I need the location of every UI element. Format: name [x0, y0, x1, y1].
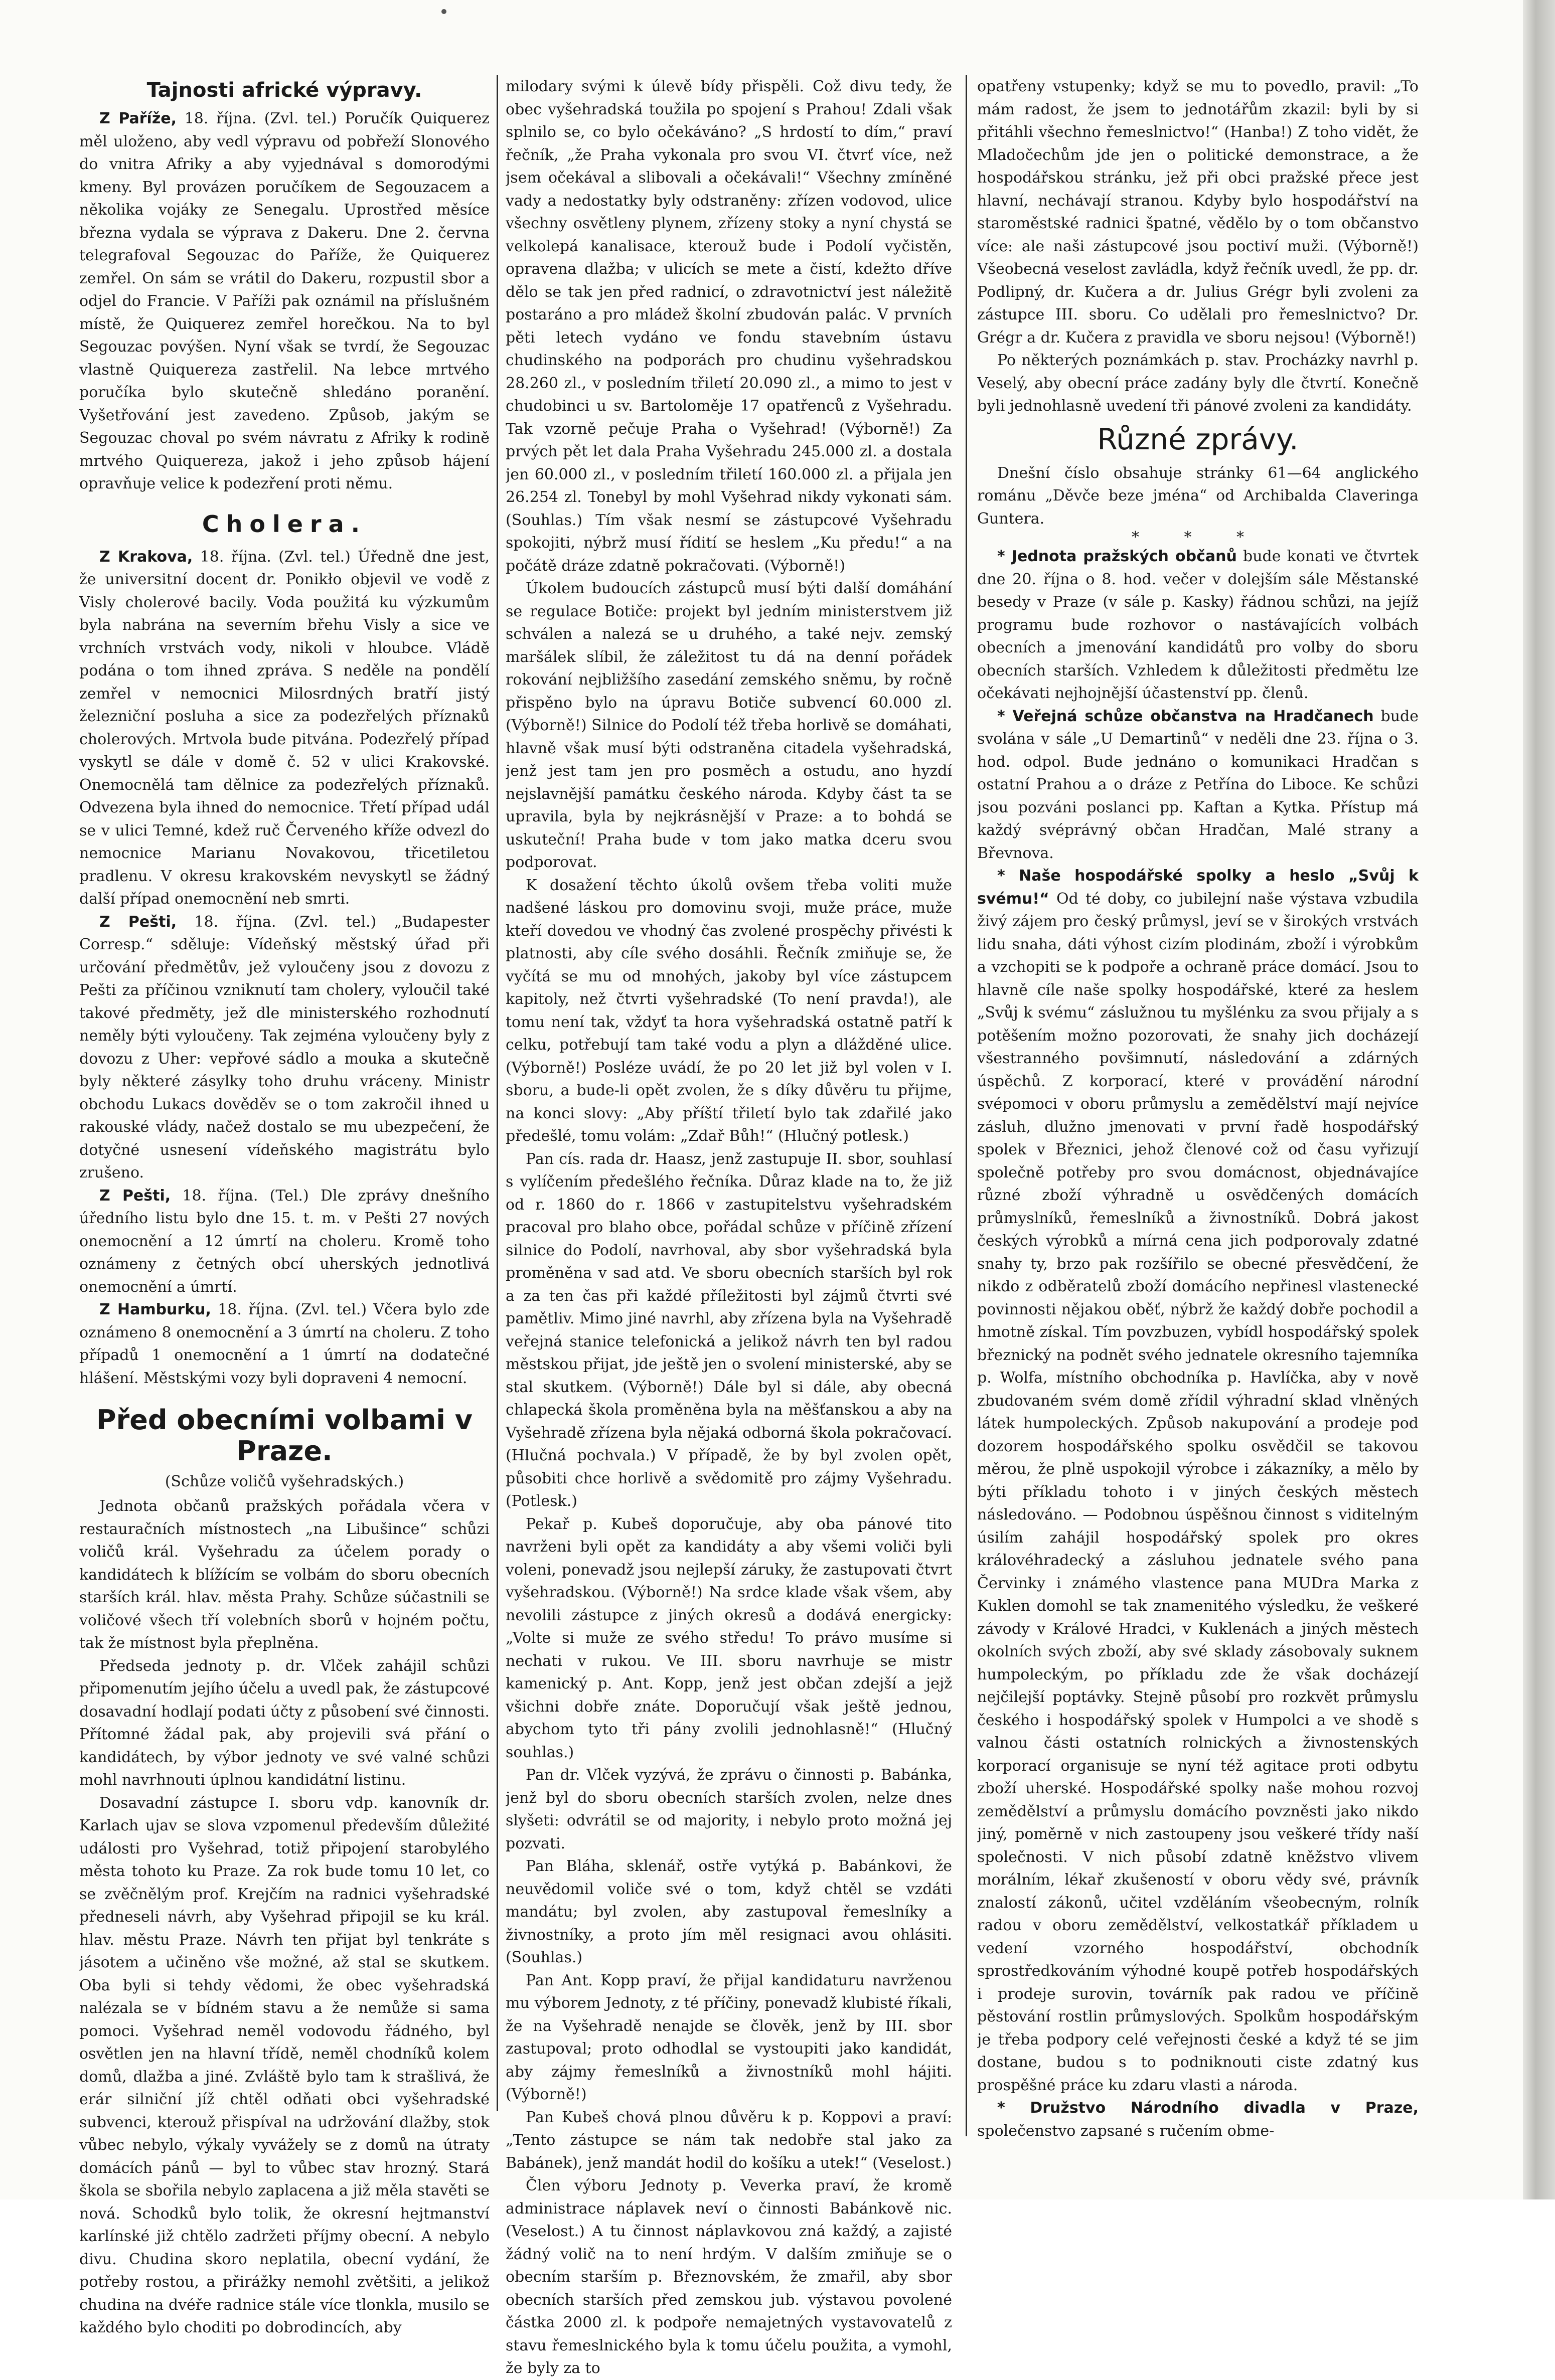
dateline: Z Pešti, — [99, 1186, 171, 1205]
news-item: * Družstvo Národního divadla v Praze, společenstvo zapsané s ručením obme- — [977, 2099, 1419, 2140]
news-item-lead: * Naše hospodářské spolky a heslo „Svůj k svému!“ — [977, 867, 1419, 908]
section-heading-news: Různé zprávy. — [1097, 422, 1299, 456]
news-item: * Veřejná schůze občanstva na Hradčanech bude svolána v sále „U Demartinů“ v neděli dne 23. října o 3. hod. odpol. Bude jednáno o komunikaci Hradčan s ostatní Prahou a o dráze z Petřína do Liboce. Ke schůzi jsou pozváni poslanci pp. Kaftan a Kytka. Přístup má každý svéprávný občan Hradčan, Malé strany a Břevnova. — [977, 707, 1419, 862]
article-paragraph: K dosažení těchto úkolů ovšem třeba voliti muže nadšené láskou pro domovinu svoji, muže práce, muže kteří dovedou ve vhodný čas zvolené prospěchy přivésti k platnosti, aby cíle svého dosáhli. Řečník zmiňuje se, že vyčítá se mu od mnohých, jakoby byl více zástupcem kapitoly, než čtvrti vyšehradské (To není pravda!), ale tomu není tak, vždyť ta hora vyšehradská ostatně patří k celku, potřebují tam také vodu a plyn a dlážděné ulice. (Výborně!) Posléze uvádí, že po 20 let již byl volen v I. sboru, a bude-li opět zvolen, že s díky důvěru tu přijme, na konci slovy: „Aby příští třiletí bylo tak zdařilé jako předešlé, tomu volám: „Zdař Bůh!“ (Hlučný potlesk.) — [506, 876, 952, 1145]
article-paragraph: Dnešní číslo obsahuje stránky 61—64 anglického románu „Děvče beze jména“ od Archibalda Claveringa Guntera. — [977, 464, 1419, 528]
article-paragraph: Pekař p. Kubeš doporučuje, aby oba pánové tito navrženi byli opět za kandidáty a aby všemi voliči byli voleni, ponevadž jsou nejlepší záruky, že zastupovati čtvrt vyšehradskou. (Výborně!) Na srdce klade však všem, aby nevolili zástupce z jiných okresů a dodává energicky: „Volte si muže ze svého středu! To právo musíme si nechati v rukou. Ve III. sboru navrhuje se mistr kamenický p. Ant. Kopp, jenž jest občan zdejší a jejž všichni dobře znáte. Doporučují však ještě jednou, abychom tyto tři pány zvolili jednohlasně!“ (Hlučný souhlas.) — [506, 1515, 952, 1761]
column-left — [79, 75, 490, 2339]
article-paragraph: opatřeny vstupenky; když se mu to povedlo, pravil: „To mám radost, že jsem to jednotářům zkazil: byli by si přitáhli všechno řemeslnictvo!“ (Hanba!) Z toho vidět, že Mladočechům jde jen o politické demonstrace, a že hospodářskou stránku, jež při obci pražské přece jest hlavní, nechávají stranou. Kdyby bylo hospodářství na staroměstské radnici špatné, vědělo by o tom občanstvo více: ale naši zástupcové jsou poctiví muži. (Výborně!) Všeobecná veselost zavládla, když řečník uvedl, že pp. dr. Podlipný, dr. Kučera a dr. Julius Grégr byli zvoleni za zástupce III. sboru. Co udělali pro řemeslnictvo? Dr. Grégr a dr. Kučera z pravidla ve sboru nejsou! (Výborně!) — [977, 78, 1419, 347]
article-paragraph: Z Pešti, 18. října. (Zvl. tel.) „Budapester Corresp.“ sděluje: Vídeňský městský úřad při určování předmětův, jež vyloučeny jsou z dovozu z Pešti za příčinou vzniknutí tam cholery, vyloučil také takové předměty, jež dle ministerského rozhodnutí neměly býti vyloučeny. Tak zejména vyloučeny byly z dovozu z Uher: vepřové sádlo a mouka a skutečně byly některé zásylky toho druhu vráceny. Ministr obchodu Lukacs dověděv se o tom zakročil ihned u rakouské vlády, načež dostalo se mu ubezpečení, že dotyčné usnesení vídeňského magistrátu bylo zrušeno. — [79, 913, 490, 1181]
news-item: * Naše hospodářské spolky a heslo „Svůj k svému!“ Od té doby, co jubilejní naše výstava vzbudila živý zájem pro český průmysl, jeví se v širokých vrstvách lidu snaha, dáti výhost cizím plodinám, zboží i výrobkům a vzchopiti se k podpoře a ochraně práce domácí. Jsou to hlavně cíle naše spolky hospodářské, které za heslem „Svůj k svému“ záslužnou tu myšlénku za svou přijaly a s potěšením možno pozorovati, že snahy jich docházejí všestranného povšimnutí, následování a zdárných úspěchů. Z korporací, které v provádění národní svépomoci v oboru průmyslu a zemědělství mají nejvíce zásluh, dlužno jmenovati v první řadě hospodářský spolek v Březnici, jehož členové což od času vyřizují společně potřeby pro svou domácnost, objednávajíce různé zboží výhradně u osvědčených domácích průmyslníků, řemeslníků a živnostníků. Dobrá jakost českých výrobků a mírná cena jich podporovaly zdatné snahy ty, brzo pak rozšířilo se obecné přesvědčení, že nikdo z odběratelů zboží domácího nepřinesl vlastenecké povinnosti nějakou oběť, nýbrž že každý dobře pochodil a hmotně získal. Tím povzbuzen, vybídl hospodářský spolek březnický na podnět svého jednatele okresního tajemníka p. Wolfa, místního obchodníka p. Havlíčka, aby v nově zbudovaném svém domě zřídil výhradní sklad vlněných látek humpoleckých. Způsob nakupování a prodeje pod dozorem hospodářského spolku osvědčil se takovou měrou, že plně uspokojil výrobce i zákazníky, a mělo by býti příkladu tohoto i v jiných českých městech následováno. — Podobnou úspěšnou činnost s viditelným úsilím zahájil hospodářský spolek pro okres královéhradecký a zásluhou jednatele svého pana Červinky i známého vlastence pana MUDra Marka z Kuklen domohl se tak znamenitého výsledku, že veškeré závody v Králové Hradci, v Kuklenách a jiných městech okolních svých zboží, aby své sklady zásobovaly suknem humpoleckým, po příkladu zde že však docházejí nejčilejší poptávky. Stejně působí pro rozkvět průmyslu českého i hospodářský spolek v Humpolci a ve shodě s valnou části ostatních rolnických a živnostenských korporací organisuje se nyní též agitace proti odbytu zboží uherské. Hospodářské spolky naše mohou rozvoj zemědělství a průmyslu domácího povzněsti jako nikdo jiný, poměrně v nich zastoupeny jsou veškeré třídy naší společnosti. V nich působí zdatně kněžstvo vlivem morálním, lékař zkušeností v oboru vědy své, právník znalostí zákonů, učitel vzděláním všeobecným, rolník radou v oboru zemědělství, velkostatkář příkladem u vedení vzorného hospodářství, obchodník sprostředkováním výhodné koupě potřeb hospodářských i prodeje surovin, továrník pak radou ve příčině pěstování rostlin průmyslových. Spolkům hospodářským je třeba podpory celé veřejnosti české a když té se jim dostane, budou s to podniknouti ciste zdatný kus prospěšné práce ku zdaru vlasti a národa. — [977, 867, 1419, 2094]
section-separator-stars: * * * — [1131, 529, 1265, 546]
news-item-lead: * Družstvo Národního divadla v Praze, — [997, 2099, 1419, 2117]
article-paragraph: Pan dr. Vlček vyzývá, že zprávu o činnosti p. Babánka, jenž byl do sboru obecních starších zvolen, nelze dnes slyšeti: odvrátil se od majority, i nebylo proto možná jej pozvati. — [506, 1766, 952, 1852]
article-paragraph: Pan cís. rada dr. Haasz, jenž zastupuje II. sbor, souhlasí s vylíčením předešlého řečníka. Důraz klade na to, že již od r. 1860 do r. 1866 v zastupitelstvu vyšehradském pracoval pro blaho obce, pořádal schůze v příčině zřízení silnice do Podolí, navrhoval, aby sbor vyšehradská byla proměněna v sad atd. Ve sboru obecních starších byl rok a za ten čas při každé příležitosti byl zájmů čtvrti své pamětliv. Mimo jiné navrhl, aby zřízena byla na Vyšehradě veřejná stanice telefonická a jelikož návrh ten byl radou městskou přijat, jde ještě jen o svolení ministerské, aby se stal skutkem. (Výborně!) Dále byl si dále, aby obecná chlapecká škola proměněna byla na měšťanskou a aby na Vyšehradě zřízena byla nějaká odborná škola pokračovací. (Hlučná pochvala.) V případě, že by byl zvolen opět, působiti chce horlivě a svědomitě pro zájmy Vyšehradu. (Potlesk.) — [506, 1150, 952, 1510]
article-subheading: (Schůze voličů vyšehradských.) — [165, 1473, 404, 1490]
article-heading-cholera: Cholera. — [202, 510, 367, 538]
article-paragraph: Předseda jednoty p. dr. Vlček zahájil schůzi připomenutím jejího účelu a uvedl pak, že zástupcové dosavadní hodlají podati účty z působení své činnosti. Přítomné žádal pak, aby projevili svá přání o kandidátech, by výbor jednoty ve své valné schůzi mohl navrhnouti úplnou kandidátní listinu. — [79, 1657, 490, 1789]
article-paragraph: Jednota občanů pražských pořádala včera v restauračních místnostech „na Libušince“ schůzi voličů král. Vyšehradu za účelem porady o kandidátech k blížícím se volbám do sboru obecních starších král. hlav. města Prahy. Schůze súčastnili se voličové všech tří volebních sborů v hojném počtu, tak že místnost byla přeplněna. — [79, 1497, 490, 1652]
column-divider-right — [966, 75, 967, 2136]
article-paragraph: milodary svými k úlevě bídy přispěli. Což divu tedy, že obec vyšehradská toužila po spojení s Prahou! Zdali však splnilo se, co bylo očekáváno? „S hrdostí to dím,“ praví řečník, „že Praha vykonala pro svou VI. čtvrť více, než jsem očekával a slibovali a očekávali!“ Všechny zmíněné vady a nedostatky byly odstraněny: zřízen vodovod, ulice všechny osvětleny plynem, zřízeny stoky a nyní chystá se velkolepá kanalisace, kterouž bude i Podolí vyčistěn, opravena dlažba; v ulicích se mete a čistí, kdežto dříve dělo se tak jen před radnicí, o zdravotnictví jest náležitě postaráno a pro mládež školní zbudován palác. V prvních pěti letech vydáno ve fondu stavebním ústavu chudinského na podporách pro chudinu vyšehradskou 28.260 zl., v posledním třiletí 20.090 zl., a mimo to jest v chudobinci u sv. Bartoloměje 17 opatřenců z Vyšehradu. Tak vzorně pečuje Praha o Vyšehrad! (Výborně!) Za prvých pět let dala Praha Vyšehradu 245.000 zl. a dostala jen 60.000 zl., v posledním třiletí 160.000 zl. a přijala jen 26.254 zl. Tonebyl by mohl Vyšehrad nikdy vykonati sám. (Souhlas.) Tím však nesmí se zástupcové Vyšehradu spokojiti, nýbrž musí řídití se heslem „Ku předu!“ a na počátě dráze zdatně pokračovati. (Výborně!) — [506, 78, 952, 575]
dateline: Z Krakova, — [99, 548, 193, 566]
column-divider-left — [497, 75, 498, 2111]
dateline: Z Paříže, — [99, 110, 177, 127]
dateline: Z Pešti, — [99, 913, 177, 931]
article-paragraph: Z Krakova, 18. října. (Zvl. tel.) Úředně dne jest, že universitní docent dr. Ponikło objevil ve vodě z Visly cholerové bacily. Voda použitá ku výzkumům byla nabrána na severním břehu Visly a sice ve vrchních vrstvách vody, nikoli v hloubce. Vládě podána o tom ihned zpráva. S neděle na pondělí zemřel v nemocnici Milosrdných bratří jistý železniční posluha a sice za podezřelých příznaků cholerových. Mrtvola bude pitvána. Podezřelý případ vyskytl se dále v domě č. 52 v ulici Krakovské. Onemocnělá tam dělnice za podezřelých příznaků. Odvezena byla ihned do nemocnice. Třetí případ udál se v ulici Temné, kdež ruč Červeného kříže odvezl do nemocnice Marianu Novakovou, třicetiletou pradlenu. V okresu krakovském nevyskytl se žádný další případ onemocnění neb smrti. — [79, 548, 490, 908]
news-item-lead: * Jednota pražských občanů — [997, 548, 1237, 565]
article-heading-africa: Tajnosti africké výpravy. — [146, 79, 422, 102]
column-middle — [506, 75, 952, 2380]
article-paragraph: Úkolem budoucích zástupců musí býti další domáhání se regulace Botiče: projekt byl jedním ministerstvem již schválen a nalezá se u druhého, a také nejv. zemský maršálek slíbil, že záležitost tu dá na denní pořádek rokování nejbližšího zasedání zemského sněmu, by ročně přispěno bylo na úpravu Botiče subvencí 60.000 zl. (Výborně!) Silnice do Podolí též třeba horlivě se domáhati, hlavně však musí býti odstraněna citadela vyšehradská, jenž jest tam jen pro posměch a ostudu, ano hyzdí nejslavnější památku českého národa. Kdyby část ta se upravila, byla by nejkrásnější v Praze: a to bohdá se uskuteční! Praha bude v tom jako matka dceru svou podporovat. — [506, 580, 952, 871]
article-paragraph: Po některých poznámkách p. stav. Procházky navrhl p. Veselý, aby obecní práce zadány byly dle čtvrtí. Konečně byli jednohlasně uvedení tři pánové zvoleni za kandidáty. — [977, 352, 1419, 415]
article-paragraph: Pan Kubeš chová plnou důvěru k p. Koppovi a praví: „Tento zástupce se nám tak nedobře stal jako za Babánek), jenž mandát hodil do košíku a utek!“ (Veselost.) — [506, 2108, 952, 2172]
article-paragraph: Pan Ant. Kopp praví, že přijal kandidaturu navrženou mu výborem Jednoty, z té příčiny, ponevadž klubisté říkali, že na Vyšehradě nenajde se člověk, jenž by III. sbor zastupoval; proto odhodlal se vystoupiti jako kandidát, aby zájmy řemeslníků a živnostníků mohl hájiti. (Výborně!) — [506, 1971, 952, 2103]
article-paragraph: Dosavadní zástupce I. sboru vdp. kanovník dr. Karlach ujav se slova vzpomenul především důležité události pro Vyšehrad, totiž připojení starobylého města tohoto ku Praze. Za rok bude tomu 10 let, co se zvěčnělým prof. Krejčím na radnici vyšehradské předneseli návrh, aby Vyšehrad připojil se ku král. hlav. městu Praze. Návrh ten přijat byl tenkráte s jásotem a učiněno vše možné, až stal se skutkem. Oba byli si tehdy vědomi, že obec vyšehradská nalézala se v bídném stavu a že nemůže si sama pomoci. Vyšehrad neměl vodovodu řádného, byl osvětlen jen na hlavní třídě, neměl chodníků kolem domů, dlažba a jiné. Zvláště bylo tam k strašlivá, že erár silniční jíž chtěl odňati obci vyšehradské subvenci, kterouž přispíval na udržování dlažby, stok vůbec nebylo, výkaly vyvážely se z domů na útraty domácích pánů — byl to vůbec stav hrozný. Stará škola se sbořila nebylo zaplacena a již měla stavěti se nová. Schodků bylo tolik, že okresní hejtmanství karlínské již chtělo zadržeti příjmy obecní. A nebylo divu. Chudina skoro neplatila, obecní vydání, že potřeby rostou, a přirážky nemohl zvětšiti, a jelikož chudina na dvéře radnice stále více tlonkla, musilo se každého bylo choditi po dobrodincích, aby — [79, 1794, 490, 2336]
dateline: Z Hamburku, — [99, 1301, 211, 1318]
article-paragraph: Z Hamburku, 18. října. (Zvl. tel.) Včera bylo zde oznámeno 8 onemocnění a 3 úmrtí na choleru. Z toho případů 1 onemocnění a 1 úmrtí na dodatečné hlášení. Městskými vozy byli dopraveni 4 nemocní. — [79, 1301, 490, 1387]
article-heading-elections: Před obecními volbami v Praze. — [96, 1404, 473, 1467]
article-paragraph: Z Pešti, 18. října. (Tel.) Dle zprávy dnešního úředního listu bylo dne 15. t. m. v Pešti 27 nových onemocnění a 12 úmrtí na choleru. Kromě toho oznámeny z četných obcí uherských jednotlivá onemocnění a úmrtí. — [79, 1186, 490, 1296]
article-paragraph: Člen výboru Jednoty p. Veverka praví, že kromě administrace náplavek neví o činnosti Babánkově nic. (Veselost.) A tu činnost náplavkovou zná každý, a zajisté žádný volič na to není hrdým. V dalším zmiňuje se o obecním starším p. Březnovském, že zmařil, aby sbor obecních starších před zemskou jub. výstavou povolené částka 2000 zl. k podpoře nemajetných vystavovatelů z stavu řemeslnického byla k tomu účelu použita, a vymohl, že byly za to — [506, 2177, 952, 2377]
scan-edge-shadow — [1523, 0, 1555, 2199]
news-item: * Jednota pražských občanů bude konati ve čtvrtek dne 20. října o 8. hod. večer v dolejším sále Městanské besedy v Praze (v sále p. Kasky) řádnou schůzi, na jejíž programu bude rozhovor o nastávajících volbách obecních a jmenování kandidátů pro volby do sboru obecních starších. Vzhledem k důležitosti předmětu lze očekávati nejhojnější účastenství pp. členů. — [977, 548, 1419, 702]
article-paragraph: Z Paříže, 18. října. (Zvl. tel.) Poručík Quiquerez měl uloženo, aby vedl výpravu od pobřeží Slonového do vnitra Afriky a aby vyjednával s domorodými kmeny. Byl provázen poručíkem de Segouzacem a několika vojáky ze Senegalu. Uprostřed měsíce března vydala se výprava z Dakeru. Dne 2. června telegrafoval Segouzac do Paříže, že Quiquerez zemřel. On sám se vrátil do Dakeru, rozpustil sbor a odjel do Francie. V Paříži pak oznámil na příslušném místě, že Quiquerez zemřel horečkou. Na to byl Segouzac povýšen. Nyní však se tvrdí, že Segouzac vlastně Quiquereza zastřelil. Na lebce mrtvého poručíka bylo skutečně shledáno poranění. Vyšetřování jest zavedeno. Způsob, jakým se Segouzac choval po svém návratu z Afriky k rodině mrtvého Quiquereza, jakož i jeho způsob hájení opravňuje velice k podezření proti němu. — [79, 110, 490, 492]
scan-speck — [441, 9, 446, 14]
article-paragraph: Pan Bláha, sklenář, ostře vytýká p. Babánkovi, že neuvědomil voliče své o tom, když chtěl se vzdáti mandátu; byl zvolen, aby zastupoval řemeslníky a živnostníky, a proto jím měl resignaci avou ohlásiti. (Souhlas.) — [506, 1857, 952, 1966]
column-right — [977, 75, 1419, 2142]
news-item-lead: * Veřejná schůze občanstva na Hradčanech — [997, 707, 1374, 725]
